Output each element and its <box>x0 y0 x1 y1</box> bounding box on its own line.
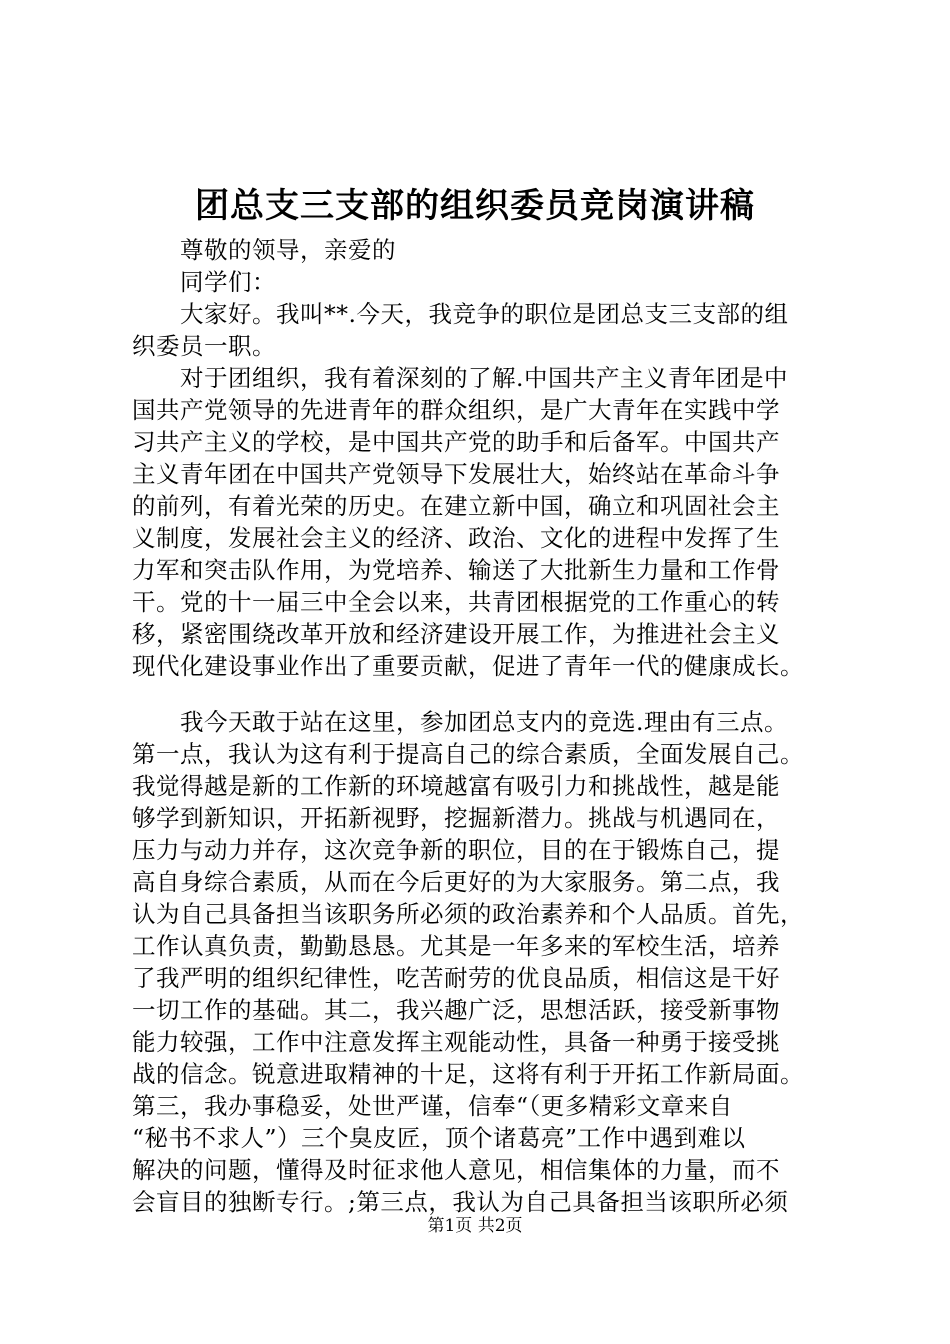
paragraph-line: 战的信念。锐意进取精神的十足，这将有利于开拓工作新局面。 <box>132 1060 804 1088</box>
paragraph-line: 解决的问题，懂得及时征求他人意见，相信集体的力量，而不 <box>132 1156 780 1184</box>
paragraph-line: 习共产主义的学校，是中国共产党的助手和后备军。中国共产 <box>132 428 780 456</box>
paragraph-line: 的前列，有着光荣的历史。在建立新中国，确立和巩固社会主 <box>132 492 780 520</box>
paragraph-line: 了我严明的组织纪律性，吃苦耐劳的优良品质，相信这是干好 <box>132 964 780 992</box>
paragraph-line: 主义青年团在中国共产党领导下发展壮大，始终站在革命斗争 <box>132 460 780 488</box>
paragraph-line: 力军和突击队作用，为党培养、输送了大批新生力量和工作骨 <box>132 556 780 584</box>
paragraph-line: 高自身综合素质，从而在今后更好的为大家服务。第二点，我 <box>132 868 780 896</box>
paragraph-line: 会盲目的独断专行。;第三点，我认为自己具备担当该职所必须 <box>132 1188 789 1216</box>
paragraph-line: 我觉得越是新的工作新的环境越富有吸引力和挑战性，越是能 <box>132 772 780 800</box>
salutation-line: 尊敬的领导，亲爱的 <box>180 236 396 264</box>
salutation-line: 同学们： <box>180 268 276 296</box>
paragraph-line: 对于团组织，我有着深刻的了解.中国共产主义青年团是中 <box>180 364 788 392</box>
paragraph-line: 一切工作的基础。其二，我兴趣广泛，思想活跃，接受新事物 <box>132 996 780 1024</box>
paragraph-line: 第一点，我认为这有利于提高自己的综合素质，全面发展自己。 <box>132 740 804 768</box>
paragraph-line: 压力与动力并存，这次竞争新的职位，目的在于锻炼自己，提 <box>132 836 780 864</box>
paragraph-line: 认为自己具备担当该职务所必须的政治素养和个人品质。首先， <box>132 900 804 928</box>
paragraph-line: 够学到新知识，开拓新视野，挖掘新潜力。挑战与机遇同在， <box>132 804 780 832</box>
page-footer: 第1页 共2页 <box>427 1216 523 1236</box>
page-title: 团总支三支部的组织委员竞岗演讲稿 <box>195 186 755 226</box>
paragraph-line: 义制度，发展社会主义的经济、政治、文化的进程中发挥了生 <box>132 524 780 552</box>
paragraph-line: “秘书不求人”）三个臭皮匠，顶个诸葛亮”工作中遇到难以 <box>132 1124 746 1152</box>
paragraph-line: 第三，我办事稳妥，处世严谨，信奉“（更多精彩文章来自 <box>132 1092 733 1120</box>
paragraph-line: 大家好。我叫**.今天，我竞争的职位是团总支三支部的组 <box>180 300 789 328</box>
paragraph-line: 国共产党领导的先进青年的群众组织，是广大青年在实践中学 <box>132 396 780 424</box>
paragraph-line: 工作认真负责，勤勤恳恳。尤其是一年多来的军校生活，培养 <box>132 932 780 960</box>
paragraph-line: 我今天敢于站在这里，参加团总支内的竞选.理由有三点。 <box>180 708 788 736</box>
paragraph-line: 干。党的十一届三中全会以来，共青团根据党的工作重心的转 <box>132 588 780 616</box>
paragraph-line: 织委员一职。 <box>132 332 276 360</box>
paragraph-line: 现代化建设事业作出了重要贡献，促进了青年一代的健康成长。 <box>132 652 804 680</box>
paragraph-line: 移，紧密围绕改革开放和经济建设开展工作，为推进社会主义 <box>132 620 780 648</box>
paragraph-line: 能力较强，工作中注意发挥主观能动性，具备一种勇于接受挑 <box>132 1028 780 1056</box>
